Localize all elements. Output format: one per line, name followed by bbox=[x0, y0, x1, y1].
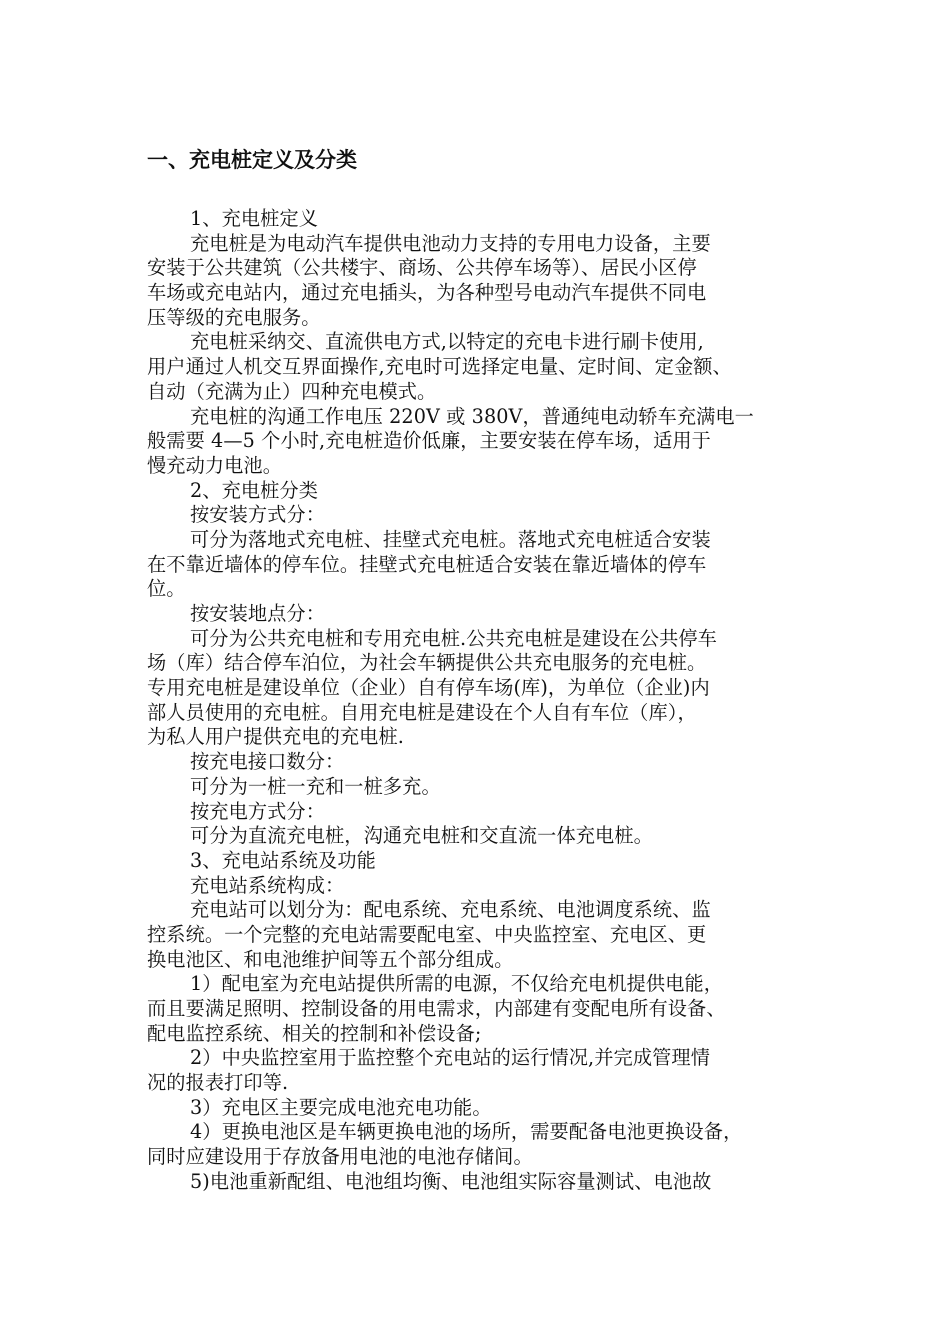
paragraph-line: 位。 bbox=[147, 577, 186, 601]
document-body bbox=[147, 207, 827, 1195]
list-item: 5)电池重新配组、电池组均衡、电池组实际容量测试、电池故 bbox=[190, 1169, 712, 1193]
paragraph-line: 车场或充电站内，通过充电插头，为各种型号电动汽车提供不同电 bbox=[147, 281, 707, 305]
paragraph-line: 换电池区、和电池维护间等五个部分组成。 bbox=[147, 947, 514, 971]
paragraph-line: 而且要满足照明、控制设备的用电需求，内部建有变配电所有设备、 bbox=[147, 997, 726, 1020]
paragraph-line: 充电站可以划分为：配电系统、充电系统、电池调度系统、监 bbox=[190, 898, 711, 922]
category-label: 充电站系统构成： bbox=[190, 873, 345, 897]
category-label: 按安装地点分： bbox=[190, 602, 326, 625]
list-item: 4）更换电池区是车辆更换电池的场所，需要配备电池更换设备， bbox=[190, 1120, 743, 1144]
paragraph-line: 为私人用户提供充电的充电桩. bbox=[147, 725, 404, 749]
paragraph-line: 配电监控系统、相关的控制和补偿设备; bbox=[147, 1021, 482, 1045]
paragraph-line: 控系统。一个完整的充电站需要配电室、中央监控室、充电区、更 bbox=[147, 922, 707, 946]
paragraph-line: 压等级的充电服务。 bbox=[147, 305, 321, 329]
paragraph-line: 可分为直流充电桩，沟通充电桩和交直流一体充电桩。 bbox=[190, 824, 653, 848]
list-item: 1）配电室为充电站提供所需的电源，不仅给充电机提供电能， bbox=[190, 972, 724, 996]
paragraph-line: 充电桩是为电动汽车提供电池动力支持的专用电力设备，主要 bbox=[190, 231, 711, 255]
paragraph-line: 况的报表打印等. bbox=[147, 1071, 289, 1095]
paragraph-line: 专用充电桩是建设单位（企业）自有停车场(库)，为单位（企业)内 bbox=[147, 676, 710, 700]
paragraph-line: 安装于公共建筑（公共楼宇、商场、公共停车场等）、居民小区停 bbox=[147, 256, 697, 280]
paragraph-line: 同时应建设用于存放备用电池的电池存储间。 bbox=[147, 1145, 533, 1169]
paragraph-line: 用户通过人机交互界面操作,充电时可选择定电量、定时间、定金额、 bbox=[147, 355, 732, 379]
paragraph-line: 般需要 4—5 个小时,充电桩造价低廉，主要安装在停车场，适用于 bbox=[147, 429, 711, 453]
category-label: 按充电接口数分： bbox=[190, 750, 345, 774]
paragraph-line: 可分为落地式充电桩、挂壁式充电桩。落地式充电桩适合安装 bbox=[190, 527, 711, 551]
list-item: 2）中央监控室用于监控整个充电站的运行情况,并完成管理情 bbox=[190, 1046, 710, 1070]
paragraph-line: 自动（充满为止）四种充电模式。 bbox=[147, 379, 437, 403]
subsection-title: 2、充电桩分类 bbox=[190, 478, 319, 502]
paragraph-line: 充电桩的沟通工作电压 220V 或 380V，普通纯电动轿车充满电一 bbox=[190, 404, 754, 428]
paragraph-line: 慢充动力电池。 bbox=[147, 453, 283, 477]
paragraph-line: 在不靠近墙体的停车位。挂壁式充电桩适合安装在靠近墙体的停车 bbox=[147, 552, 707, 576]
category-label: 按充电方式分： bbox=[190, 799, 326, 823]
section-heading: 一、充电桩定义及分类 bbox=[147, 148, 357, 172]
subsection-title: 3、充电站系统及功能 bbox=[190, 848, 376, 872]
category-label: 按安装方式分： bbox=[190, 503, 326, 527]
paragraph-line: 可分为公共充电桩和专用充电桩.公共充电桩是建设在公共停车 bbox=[190, 626, 717, 650]
paragraph-line: 场（库）结合停车泊位，为社会车辆提供公共充电服务的充电桩。 bbox=[147, 651, 707, 675]
list-item: 3）充电区主要完成电池充电功能。 bbox=[190, 1095, 492, 1119]
paragraph-line: 充电桩采纳交、直流供电方式,以特定的充电卡进行刷卡使用, bbox=[190, 330, 704, 354]
subsection-title: 1、充电桩定义 bbox=[190, 207, 319, 230]
paragraph-line: 可分为一桩一充和一桩多充。 bbox=[190, 774, 441, 798]
paragraph-line: 部人员使用的充电桩。自用充电桩是建设在个人自有车位（库）， bbox=[147, 700, 697, 724]
